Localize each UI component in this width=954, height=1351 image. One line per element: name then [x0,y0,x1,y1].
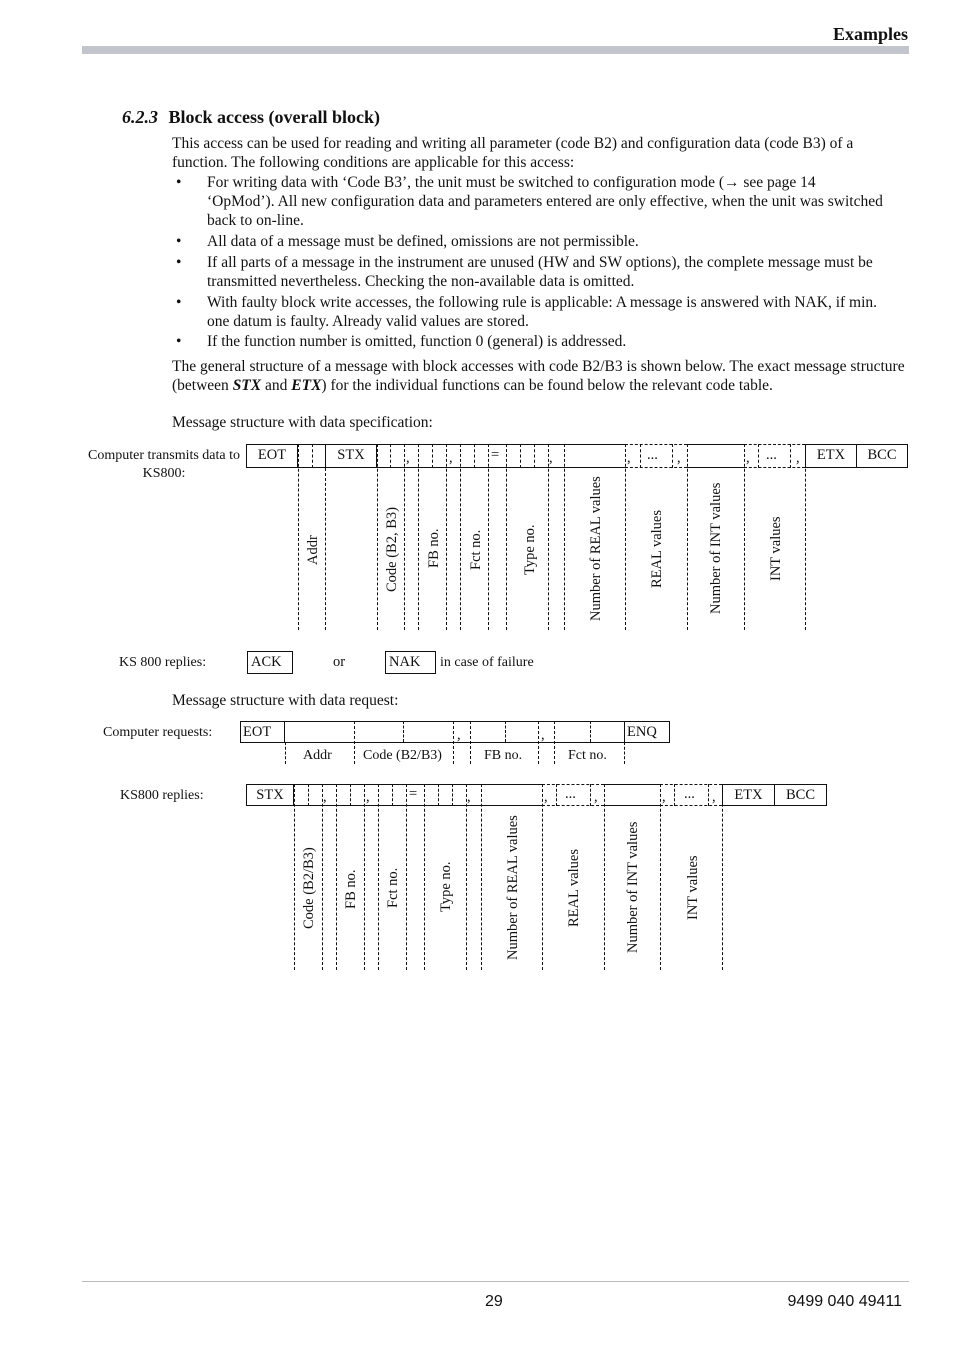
comma-mark: , [457,727,461,743]
diagram1-row-label: Computer transmits data to KS800: [87,448,241,481]
divider-line [520,444,521,468]
comma-mark: , [323,789,327,805]
field-label-int: INT values [685,855,701,920]
divider-line [470,721,471,764]
intro-paragraph: This access can be used for reading and writing all parameter (code B2) and configuration data (code B3) of a function. The following conditions are applicable for this access: [172,135,854,171]
comma-mark: , [449,450,453,466]
divider-line [744,444,745,630]
divider-line [625,444,626,630]
ellipsis-mark: ... [647,447,658,463]
divider-line [460,444,461,630]
general-stx: STX [232,377,262,394]
diagram3-row-label: KS800 replies: [120,788,204,803]
divider-line [466,784,467,970]
divider-line [672,444,673,468]
divider-line [377,444,378,630]
divider-line [687,444,688,630]
frame-line [687,444,744,445]
field-label-num-real: Number of REAL values [505,815,521,960]
divider-line [564,444,565,630]
divider-line [354,721,355,764]
divider-line [336,784,337,970]
comma-mark: , [677,450,681,466]
divider-line [424,784,425,970]
comma-mark: , [746,450,750,466]
divider-line [538,721,539,764]
divider-line [488,444,489,630]
frame-line [285,721,625,722]
bullet-text: For writing data with ‘Code B3’, the unit must be switched to configuration mode (→ see page 14 ‘OpMod’). All new configuration data and parameters entered are only effective, when the unit was switched back to on-line. [207,174,883,229]
divider-line [481,784,482,970]
divider-line [418,444,419,630]
field-label-fct: Fct no. [468,529,484,570]
divider-line [322,784,323,970]
frame-line [294,805,542,806]
stx-cell: STX [325,444,377,468]
divider-line [790,444,791,468]
request-label-addr: Addr [303,748,332,763]
comma-mark: , [366,789,370,805]
bcc-cell: BCC [774,784,827,806]
field-label-fb: FB no. [426,528,442,568]
divider-line [506,444,507,630]
section-heading [122,107,380,128]
field-label-type: Type no. [438,861,454,912]
diagram2-row-label: Computer requests: [103,725,213,740]
divider-line [474,444,475,468]
field-label-fb: FB no. [343,869,359,909]
ellipsis-mark: ... [684,786,695,802]
field-label-fct: Fct no. [385,867,401,908]
divider-line [660,784,661,970]
request-label-fb: FB no. [484,748,523,763]
divider-line [403,721,404,742]
field-label-addr: Addr [305,535,321,565]
field-label-code: Code (B2, B3) [384,507,400,592]
bcc-cell: BCC [856,444,908,468]
divider-line [505,721,506,742]
reply-label: KS 800 replies: [119,655,207,670]
etx-cell: ETX [805,444,857,468]
divider-line [432,444,433,468]
stx-cell: STX [246,784,294,806]
nak-cell: NAK [385,651,436,674]
diagram2-caption: Message structure with data request: [172,692,399,709]
header-title: Examples [832,24,908,44]
general-post: ) for the individual functions can be found below the relevant code table. [321,377,773,394]
frame-line [604,805,660,806]
divider-line [294,784,295,970]
divider-line [364,784,365,970]
field-label-type: Type no. [522,524,538,575]
comma-mark: , [467,789,471,805]
enq-cell: ENQ [624,721,670,743]
divider-line [542,784,543,970]
header-bar [82,46,909,54]
frame-line [294,784,542,785]
general-pre: The general structure of a message with block accesses with code B2/B3 is shown below. The exact message structure (between [172,358,905,394]
comma-mark: , [662,789,666,805]
page-number: 29 [485,1293,503,1310]
divider-line [350,784,351,806]
diagram1-caption: Message structure with data specification: [172,414,433,431]
divider-line [590,721,591,742]
divider-line [404,444,405,630]
field-label-num-real: Number of REAL values [588,476,604,621]
footer-rule [82,1281,909,1282]
or-text: or [333,654,346,670]
section-title: Block access (overall block) [168,107,380,127]
divider-line [308,784,309,806]
field-label-num-int: Number of INT values [708,482,724,614]
divider-line [554,721,555,764]
document-number: 9499 040 49411 [787,1293,902,1310]
bullet-text: With faulty block write accesses, the following rule is applicable: A message is answered with NAK, if min. one datum is faulty. Already valid values are stored. [207,294,878,330]
comma-mark: , [544,789,548,805]
ellipsis-mark: ... [766,447,777,463]
bullet-text: If all parts of a message in the instrument are unused (HW and SW options), the complete message must be transmitted nevertheless. Checking the non-available data is omitted. [207,254,873,290]
frame-line [604,784,660,785]
divider-line [406,784,407,970]
field-label-real: REAL values [566,849,582,927]
divider-line [722,784,723,970]
field-label-real: REAL values [649,510,665,588]
divider-line [604,784,605,970]
divider-line [640,444,641,468]
equals-mark: = [491,447,500,463]
frame-line [687,467,744,468]
field-label-code: Code (B2/B3) [301,847,317,929]
frame-line [377,444,625,445]
divider-line [534,444,535,468]
request-label-code: Code (B2/B3) [363,748,442,763]
comma-mark: , [712,789,716,805]
eot-cell: EOT [246,444,298,468]
divider-line [378,784,379,970]
etx-cell: ETX [722,784,775,806]
bullet-text: If the function number is omitted, function 0 (general) is addressed. [207,333,627,350]
divider-line [556,784,557,806]
divider-line [758,444,759,468]
general-and: and [261,377,292,394]
comma-mark: , [406,450,410,466]
comma-mark: , [627,450,631,466]
divider-line [285,742,286,764]
divider-line [392,784,393,806]
divider-line [298,444,299,630]
request-label-fct: Fct no. [568,748,607,763]
divider-line [446,444,447,630]
section-number: 6.2.3 [122,107,158,127]
divider-line [624,742,625,764]
divider-line [708,784,709,806]
divider-line [390,444,391,468]
divider-line [452,784,453,806]
field-label-int: INT values [768,516,784,581]
equals-mark: = [409,786,418,802]
general-etx: ETX [291,377,322,394]
general-paragraph [172,357,912,395]
eot-cell: EOT [240,721,285,743]
ellipsis-mark: ... [565,786,576,802]
field-label-num-int: Number of INT values [625,821,641,953]
divider-line [312,444,313,468]
divider-line [548,444,549,630]
frame-line [377,467,625,468]
divider-line [590,784,591,806]
divider-line [438,784,439,806]
divider-line [325,468,326,630]
failure-text: in case of failure [440,655,534,670]
ack-cell: ACK [247,651,293,674]
frame-line [285,742,625,743]
comma-mark: , [541,727,545,743]
bullet-text: All data of a message must be defined, omissions are not permissible. [207,233,639,250]
divider-line [805,444,806,630]
comma-mark: , [594,789,598,805]
comma-mark: , [549,450,553,466]
comma-mark: , [796,450,800,466]
divider-line [453,721,454,764]
divider-line [674,784,675,806]
